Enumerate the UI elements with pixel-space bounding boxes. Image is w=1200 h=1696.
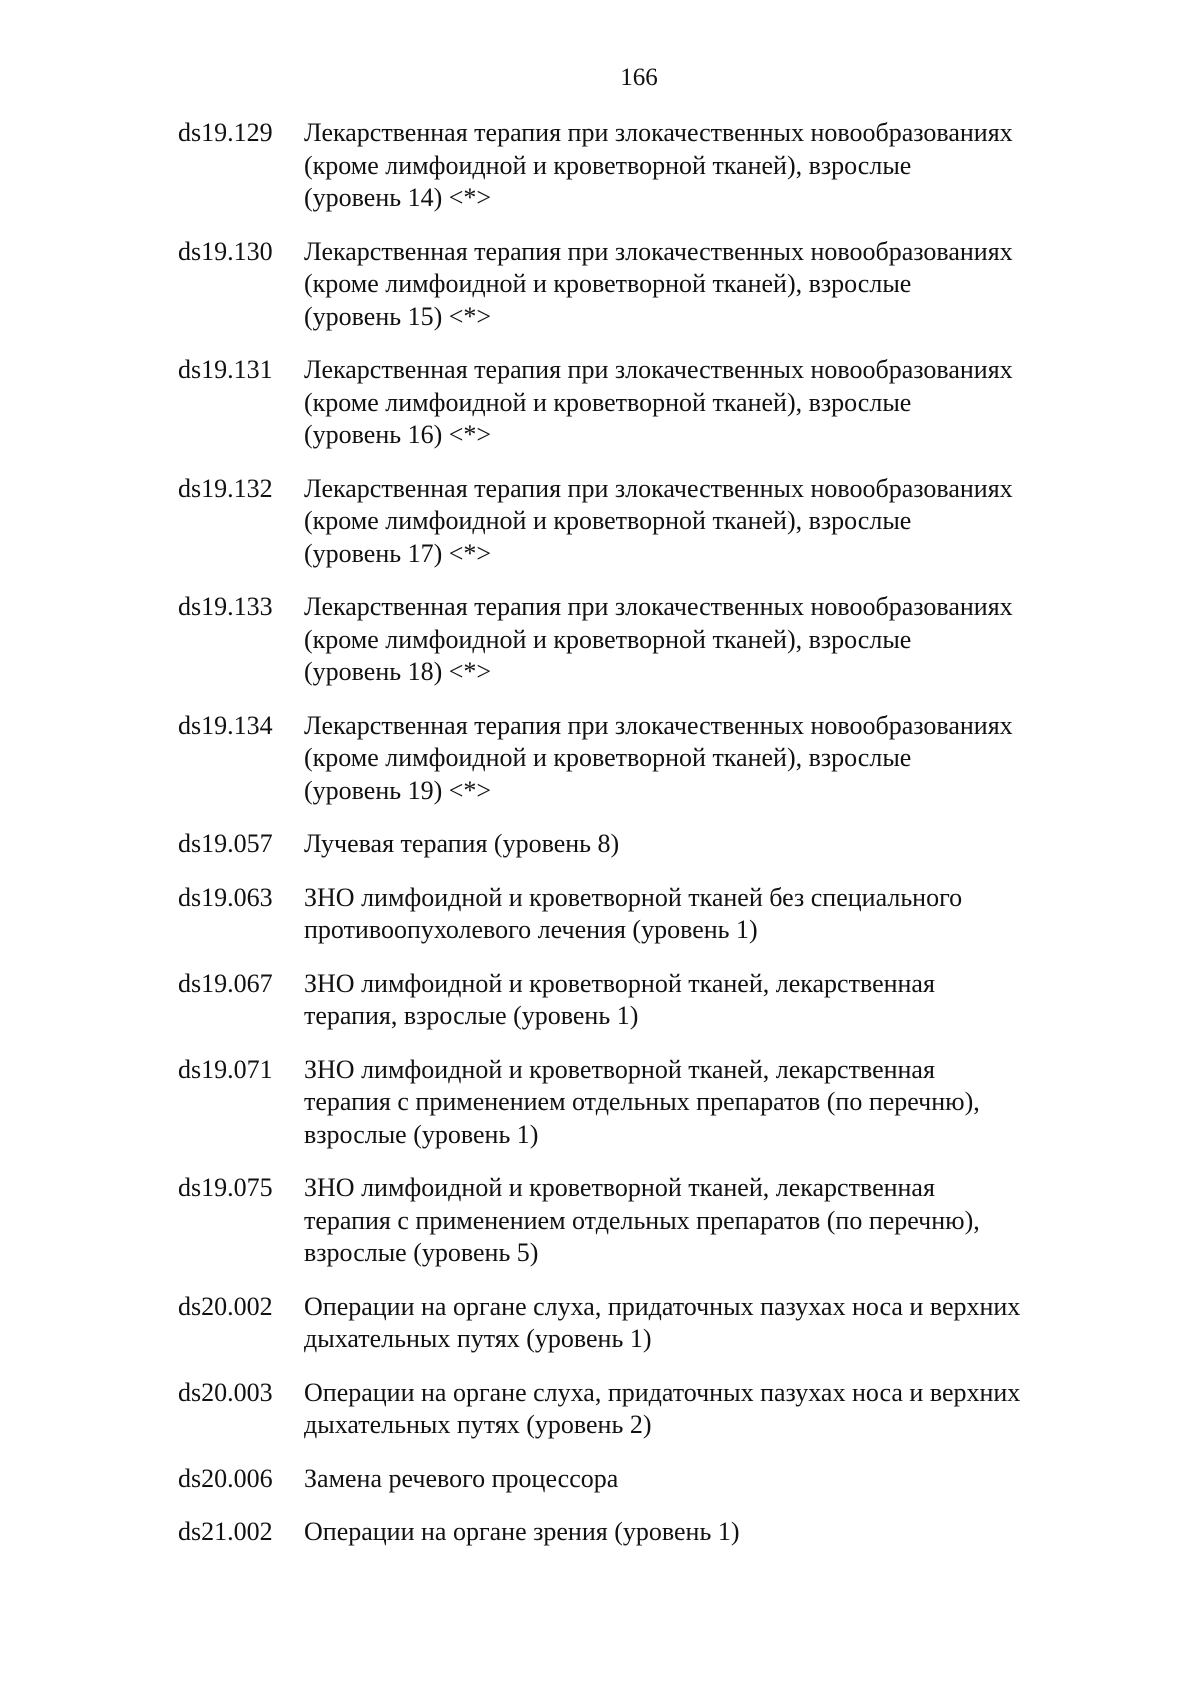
entry-code: ds19.075	[178, 1173, 273, 1202]
entry-code: ds19.057	[178, 829, 273, 858]
list-item	[178, 1172, 1098, 1270]
entry-code: ds20.006	[178, 1463, 273, 1493]
entry-code: ds19.071	[178, 1054, 273, 1084]
list-item	[178, 1291, 1098, 1356]
list-item	[178, 236, 1098, 334]
list-item	[178, 473, 1098, 571]
entry-code: ds19.063	[178, 882, 273, 912]
entry-code: ds19.067	[178, 968, 273, 998]
entry-description: Замена речевого процессора	[304, 1463, 619, 1493]
entry-code: ds21.002	[178, 1517, 273, 1546]
entry-code: ds19.130	[178, 236, 273, 266]
entry-code: ds19.129	[178, 118, 273, 147]
entry-description: Операции на органе слуха, придаточных пазухах носа и верхних дыхательных путях (уровень 1)	[304, 1291, 1021, 1353]
entry-code: ds19.131	[178, 355, 273, 384]
list-item	[178, 1377, 1098, 1442]
entry-description: Операции на органе зрения (уровень 1)	[304, 1517, 740, 1546]
list-item	[178, 882, 1098, 947]
entry-code: ds20.003	[178, 1377, 273, 1407]
entry-description: ЗНО лимфоидной и кроветворной тканей, лекарственная терапия с применением отдельных препаратов (по перечню), взрослые (уровень 5)	[304, 1173, 980, 1267]
entry-description: Лекарственная терапия при злокачественных новообразованиях (кроме лимфоидной и кроветворной тканей), взрослые (уровень 16) <*>	[304, 355, 1013, 449]
list-item	[178, 828, 1098, 861]
page-number: 166	[620, 64, 658, 91]
entry-code: ds19.132	[178, 473, 273, 503]
entry-code: ds19.134	[178, 710, 273, 740]
list-item	[178, 968, 1098, 1033]
entry-description: ЗНО лимфоидной и кроветворной тканей, лекарственная терапия с применением отдельных препаратов (по перечню), взрослые (уровень 1)	[304, 1054, 980, 1149]
entry-description: Лучевая терапия (уровень 8)	[304, 829, 620, 858]
entry-code: ds20.002	[178, 1291, 273, 1321]
list-item	[178, 1516, 1098, 1549]
list-item	[178, 354, 1098, 452]
list-item	[178, 117, 1098, 215]
entry-description: Лекарственная терапия при злокачественных новообразованиях (кроме лимфоидной и кроветворной тканей), взрослые (уровень 18) <*>	[304, 592, 1013, 686]
list-item	[178, 591, 1098, 689]
entry-description: Операции на органе слуха, придаточных пазухах носа и верхних дыхательных путях (уровень 2)	[304, 1377, 1021, 1439]
entry-list	[178, 117, 1098, 1570]
list-item	[178, 1463, 1098, 1496]
list-item	[178, 1054, 1098, 1152]
entry-description: ЗНО лимфоидной и кроветворной тканей, лекарственная терапия, взрослые (уровень 1)	[304, 968, 935, 1030]
list-item	[178, 710, 1098, 808]
entry-description: Лекарственная терапия при злокачественных новообразованиях (кроме лимфоидной и кроветворной тканей), взрослые (уровень 19) <*>	[304, 710, 1013, 805]
entry-description: Лекарственная терапия при злокачественных новообразованиях (кроме лимфоидной и кроветворной тканей), взрослые (уровень 15) <*>	[304, 236, 1013, 331]
entry-description: ЗНО лимфоидной и кроветворной тканей без специального противоопухолевого лечения (уровень 1)	[304, 882, 963, 944]
entry-description: Лекарственная терапия при злокачественных новообразованиях (кроме лимфоидной и кроветворной тканей), взрослые (уровень 17) <*>	[304, 473, 1013, 568]
entry-description: Лекарственная терапия при злокачественных новообразованиях (кроме лимфоидной и кроветворной тканей), взрослые (уровень 14) <*>	[304, 118, 1013, 212]
entry-code: ds19.133	[178, 592, 273, 621]
